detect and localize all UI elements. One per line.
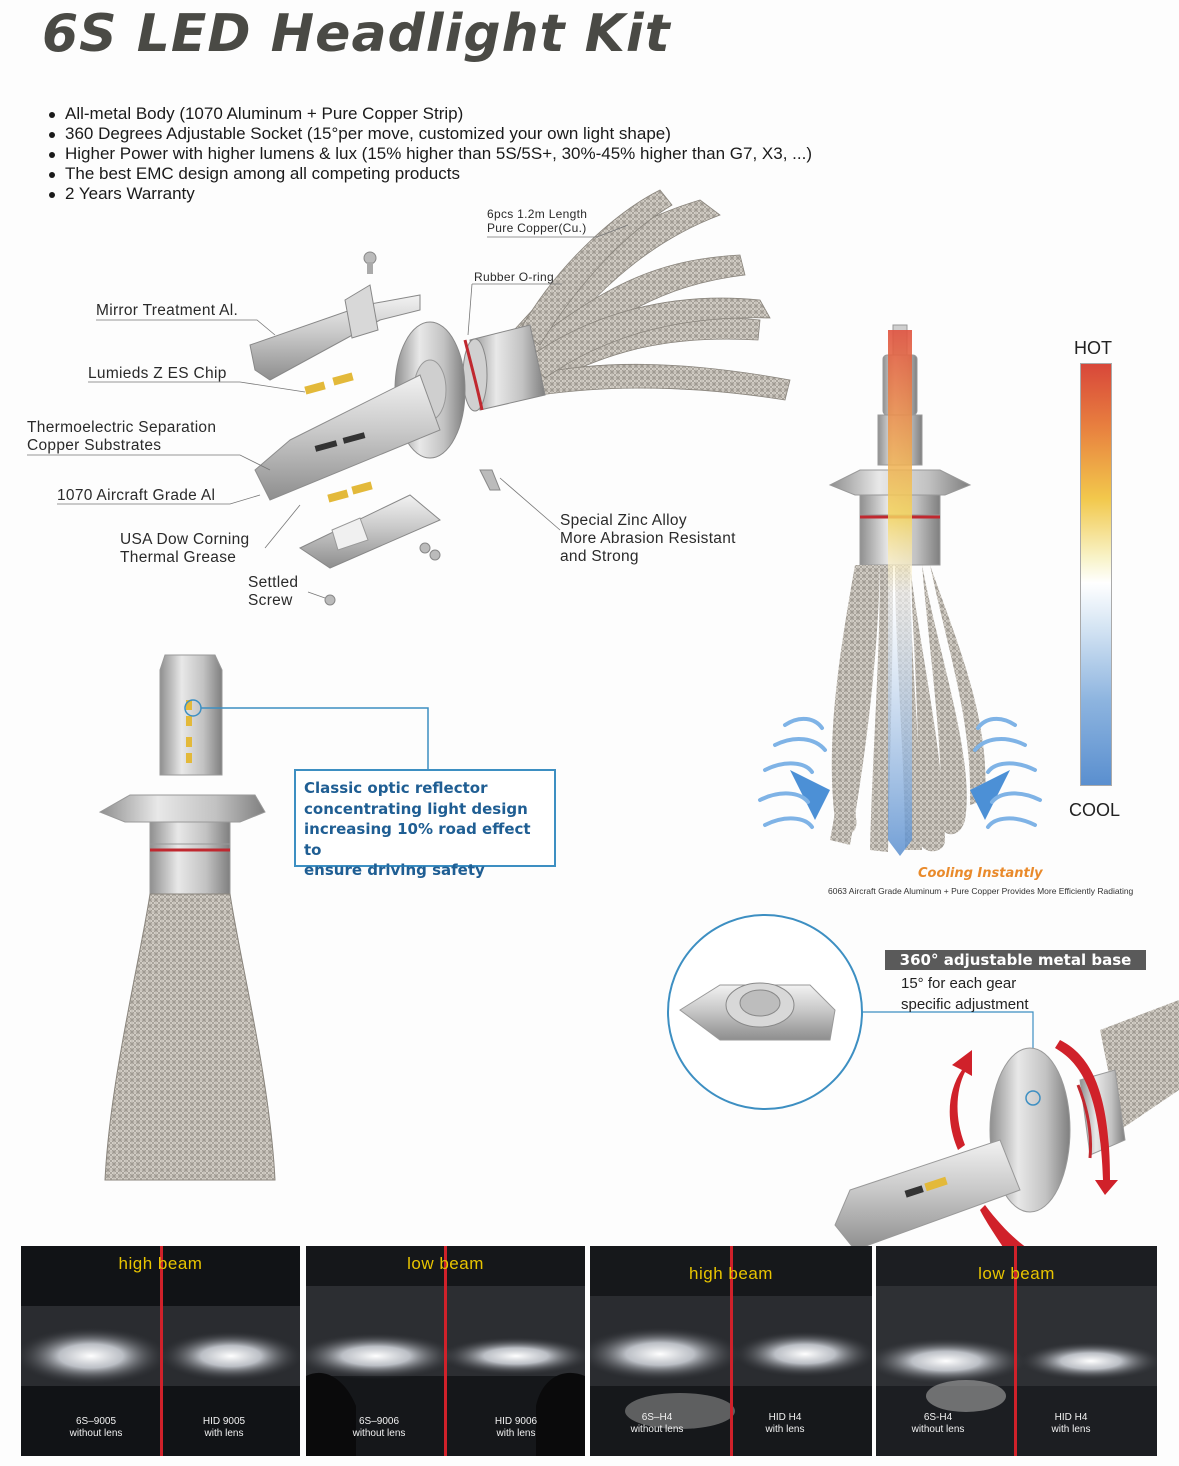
caption-model: 6S-H4 bbox=[923, 1412, 953, 1423]
grease-label-line2: Thermal Grease bbox=[120, 549, 237, 566]
oring-label: Rubber O-ring bbox=[474, 270, 554, 284]
grease-label-line1: USA Dow Corning bbox=[120, 531, 250, 548]
callout-line: Classic optic reflector bbox=[304, 779, 488, 797]
right-caption bbox=[179, 1416, 269, 1440]
comparison-panel-high-9005 bbox=[21, 1246, 300, 1456]
cooling-bulb bbox=[760, 325, 1040, 856]
right-caption bbox=[1026, 1412, 1116, 1436]
chip-label: Lumieds Z ES Chip bbox=[88, 365, 227, 382]
caption-model: HID 9006 bbox=[494, 1416, 538, 1427]
heat-scale-hot-label: HOT bbox=[1074, 338, 1112, 358]
left-caption bbox=[893, 1412, 983, 1436]
screw-label-line2: Screw bbox=[248, 592, 293, 609]
feature-item: 360 Degrees Adjustable Socket (15°per move, customized your own light shape) bbox=[46, 124, 812, 144]
caption-model: 6S–H4 bbox=[641, 1412, 673, 1423]
cooling-subtitle: 6063 Aircraft Grade Aluminum + Pure Copper Provides More Efficiently Radiating bbox=[828, 886, 1134, 896]
beam-label: high beam bbox=[118, 1254, 203, 1273]
beam-label: low beam bbox=[407, 1254, 484, 1273]
mirror-label: Mirror Treatment Al. bbox=[96, 302, 239, 319]
caption-model: HID 9005 bbox=[202, 1416, 246, 1427]
caption-lens: with lens bbox=[1051, 1424, 1091, 1435]
zinc-label-line2: More Abrasion Resistant bbox=[560, 530, 736, 547]
heat-scale-bar bbox=[1080, 363, 1112, 786]
thermo-label-line1: Thermoelectric Separation bbox=[27, 419, 217, 436]
caption-lens: without lens bbox=[352, 1428, 406, 1439]
callout-line: ensure driving safety bbox=[304, 861, 485, 879]
caption-model: 6S–9006 bbox=[358, 1416, 400, 1427]
aircraft-label: 1070 Aircraft Grade Al bbox=[57, 487, 216, 504]
callout-line: increasing 10% road effect to bbox=[304, 820, 531, 859]
feature-item: All-metal Body (1070 Aluminum + Pure Copper Strip) bbox=[46, 104, 812, 124]
left-caption bbox=[334, 1416, 424, 1440]
beam-label: low beam bbox=[978, 1264, 1055, 1283]
caption-model: HID H4 bbox=[768, 1412, 802, 1423]
right-caption bbox=[471, 1416, 561, 1440]
caption-lens: without lens bbox=[630, 1424, 684, 1435]
feature-item: Higher Power with higher lumens & lux (15% higher than 5S/5S+, 30%-45% higher than G7, X3, ...) bbox=[46, 144, 812, 164]
beam-label: high beam bbox=[689, 1264, 773, 1283]
caption-model: 6S–9005 bbox=[75, 1416, 117, 1427]
comparison-panel-low-h4 bbox=[876, 1246, 1157, 1456]
comparison-panel-high-h4 bbox=[590, 1246, 872, 1456]
adjustable-base-title: 360° adjustable metal base bbox=[885, 950, 1146, 970]
caption-lens: without lens bbox=[69, 1428, 123, 1439]
caption-lens: with lens bbox=[496, 1428, 536, 1439]
feature-item: The best EMC design among all competing products bbox=[46, 164, 812, 184]
screw-label-line1: Settled bbox=[248, 574, 299, 591]
divider-line bbox=[444, 1246, 447, 1456]
adjustable-line: 15° for each gear bbox=[901, 975, 1017, 992]
feature-item: 2 Years Warranty bbox=[46, 184, 812, 204]
copper-label-line1: 6pcs 1.2m Length bbox=[487, 207, 588, 221]
caption-model: HID H4 bbox=[1054, 1412, 1088, 1423]
page-title: 6S LED Headlight Kit bbox=[42, 4, 671, 64]
heat-scale-cool-label: COOL bbox=[1069, 800, 1121, 820]
cooling-title: Cooling Instantly bbox=[918, 866, 1043, 881]
adjustable-line: specific adjustment bbox=[901, 996, 1029, 1013]
comparison-panel-low-9006 bbox=[306, 1246, 585, 1456]
reflector-callout bbox=[294, 769, 556, 879]
zinc-label-line3: and Strong bbox=[560, 548, 639, 565]
feature-list bbox=[46, 104, 812, 204]
thermo-label-line2: Copper Substrates bbox=[27, 437, 162, 454]
caption-lens: with lens bbox=[204, 1428, 244, 1439]
caption-lens: without lens bbox=[911, 1424, 965, 1435]
adjustable-base-description bbox=[901, 973, 1029, 1015]
left-caption bbox=[51, 1416, 141, 1440]
caption-lens: with lens bbox=[765, 1424, 805, 1435]
left-caption bbox=[612, 1412, 702, 1436]
zinc-label-line1: Special Zinc Alloy bbox=[560, 512, 687, 529]
side-bulb bbox=[100, 655, 428, 1180]
right-caption bbox=[740, 1412, 830, 1436]
copper-label-line2: Pure Copper(Cu.) bbox=[487, 221, 587, 235]
callout-line: concentrating light design bbox=[304, 799, 528, 818]
divider-line bbox=[160, 1246, 163, 1456]
